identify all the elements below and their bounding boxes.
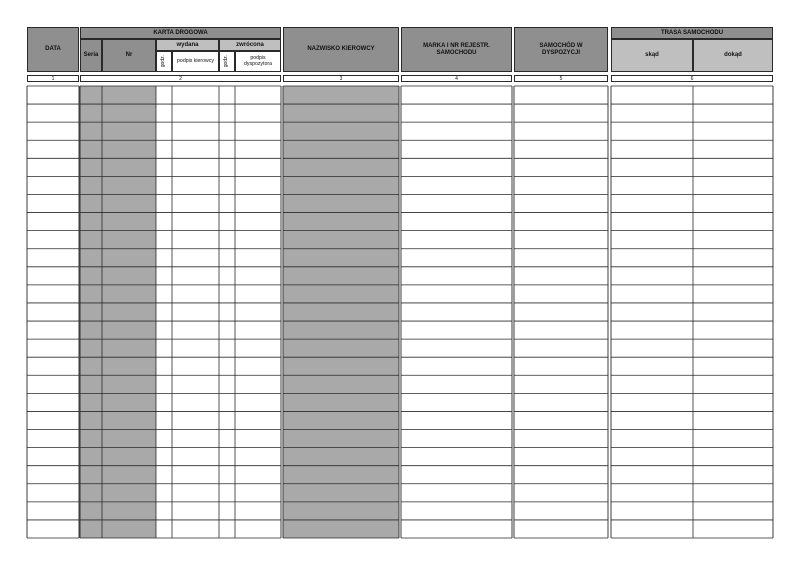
header-zwrocona-label: zwrócona	[236, 41, 264, 48]
header-podpis-kierowcy-label: podpis kierowcy	[177, 57, 214, 64]
header-godz-wydana-label: godz.	[160, 55, 167, 68]
header-trasa-label: TRASA SAMOCHODU	[660, 29, 724, 36]
header-nr-label: Nr	[125, 52, 133, 59]
header-dokad-label: dokąd	[724, 52, 742, 59]
header-samochod-label: SAMOCHÓD W DYSPOZYCJI	[539, 42, 583, 56]
header-marka-label: MARKA I NR REJESTR. SAMOCHODU	[423, 42, 490, 56]
column-number-6-label: 6	[690, 75, 694, 82]
column-number-5-label: 5	[559, 75, 563, 82]
column-number-3-label: 3	[339, 75, 343, 82]
header-karta-drogowa-label: KARTA DROGOWA	[153, 29, 208, 36]
column-number-1-label: 1	[51, 75, 55, 82]
header-seria-label: Seria	[83, 52, 99, 59]
header-skad-label: skąd	[645, 52, 659, 59]
column-number-4-label: 4	[455, 75, 458, 82]
header-data-label: DATA	[45, 46, 61, 53]
shaded-column-block	[283, 86, 399, 538]
header-wydana-label: wydana	[176, 41, 199, 48]
header-godz-zwrocona-label: godz.	[223, 55, 230, 68]
shaded-column-block	[80, 86, 156, 538]
column-number-2-label: 2	[179, 75, 182, 82]
header-nazwisko-kierowcy-label: NAZWISKO KIEROWCY	[307, 46, 375, 53]
header-podpis-dyspozytora-label: podpis dyspozytora	[244, 54, 272, 67]
